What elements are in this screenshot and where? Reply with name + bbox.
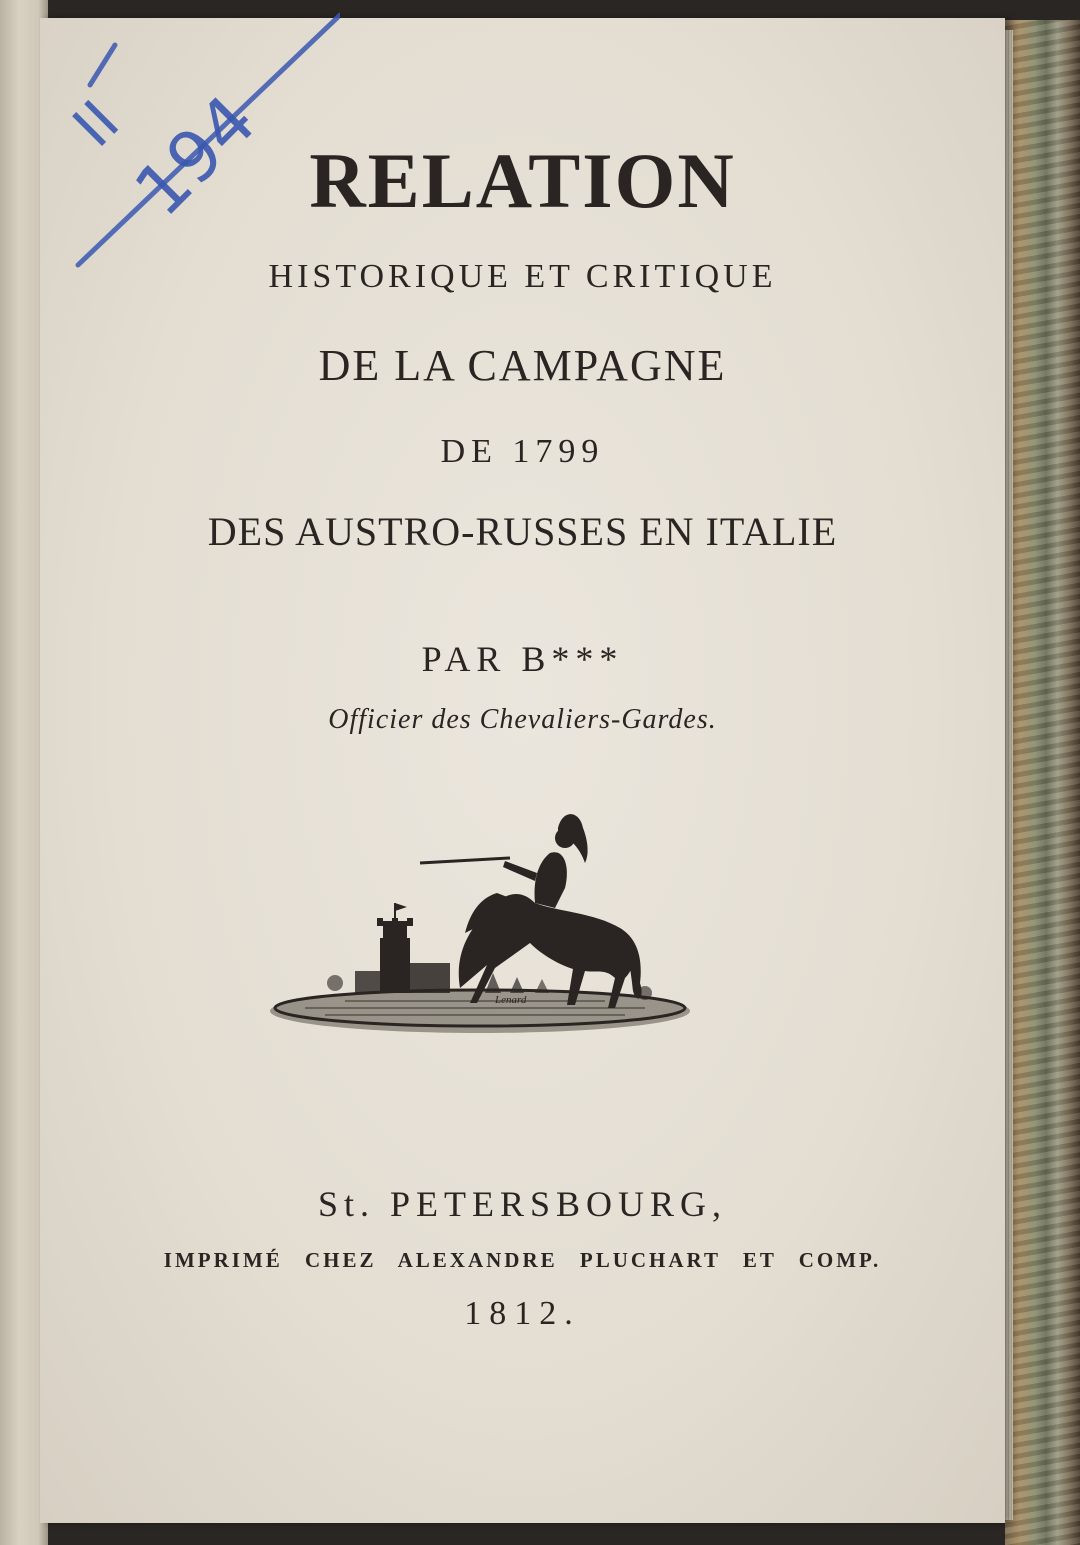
- author-role: Officier des Chevaliers-Gardes.: [328, 704, 717, 735]
- subtitle-line-1: HISTORIQUE ET CRITIQUE: [268, 258, 777, 295]
- vignette-signature: Lenard: [495, 994, 527, 1006]
- shelfmark-stamp: [40, 10, 340, 280]
- subtitle-line-4: DES AUSTRO-RUSSES EN ITALIE: [207, 509, 838, 554]
- marbled-cover-edge: [1005, 20, 1080, 1545]
- publication-year: 1812.: [464, 1295, 581, 1332]
- shelfmark-line-1: II: [59, 87, 133, 160]
- shelfmark-line-2: 194: [119, 79, 272, 233]
- printer-imprint: IMPRIMÉ CHEZ ALEXANDRE PLUCHART ET COMP.: [163, 1248, 882, 1272]
- horseman-vignette: [265, 793, 695, 1043]
- publication-place: St. PETERSBOURG,: [317, 1184, 728, 1224]
- author-line: PAR B***: [421, 639, 624, 679]
- book-title: RELATION: [309, 137, 736, 224]
- subtitle-line-2: DE LA CAMPAGNE: [318, 341, 727, 390]
- subtitle-line-3: DE 1799: [440, 433, 605, 470]
